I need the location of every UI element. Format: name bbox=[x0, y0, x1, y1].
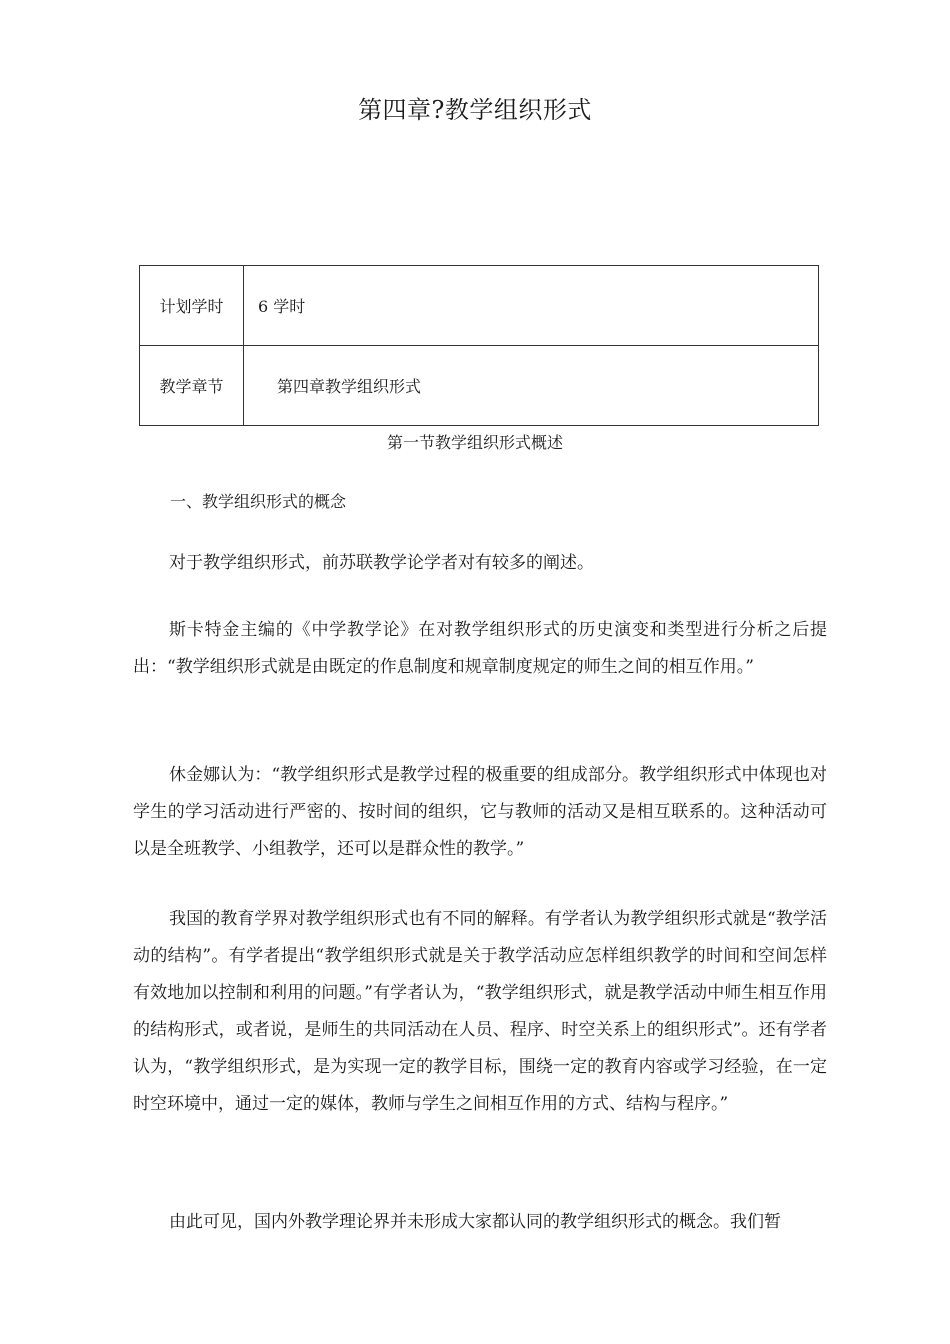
sub-heading: 一、教学组织形式的概念 bbox=[170, 492, 347, 511]
section-title: 第一节教学组织形式概述 bbox=[386, 433, 563, 452]
paragraph: 由此可见，国内外教学理论界并未形成大家都认同的教学组织形式的概念。我们暂 bbox=[169, 1212, 781, 1232]
course-info-table bbox=[139, 265, 819, 426]
paragraph: 对于教学组织形式，前苏联教学论学者对有较多的阐述。 bbox=[169, 553, 594, 573]
table-row bbox=[140, 346, 819, 426]
chapter-value: 第四章教学组织形式 bbox=[244, 346, 819, 426]
chapter-label: 教学章节 bbox=[140, 346, 244, 426]
paragraph: 休金娜认为：“教学组织形式是教学过程的极重要的组成部分。教学组织形式中体现也对学生的学习活动进行严密的、按时间的组织，它与教师的活动又是相互联系的。这种活动可以是全班教学、小组教学，还可以是群众性的教学。” bbox=[133, 765, 827, 859]
page-title: 第四章?教学组织形式 bbox=[358, 96, 592, 124]
table-row bbox=[140, 266, 819, 346]
planned-hours-label: 计划学时 bbox=[140, 266, 244, 346]
paragraph: 我国的教育学界对教学组织形式也有不同的解释。有学者认为教学组织形式就是“教学活动的结构”。有学者提出“教学组织形式就是关于教学活动应怎样组织教学的时间和空间怎样有效地加以控制和利用的问题。”有学者认为，“教学组织形式，就是教学活动中师生相互作用的结构形式，或者说，是师生的共同活动在人员、程序、时空关系上的组织形式”。还有学者认为，“教学组织形式，是为实现一定的教学目标，围绕一定的教育内容或学习经验，在一定时空环境中，通过一定的媒体，教师与学生之间相互作用的方式、结构与程序。” bbox=[133, 909, 827, 1114]
planned-hours-value: 6 学时 bbox=[244, 266, 819, 346]
paragraph: 斯卡特金主编的《中学教学论》在对教学组织形式的历史演变和类型进行分析之后提出：“教学组织形式就是由既定的作息制度和规章制度规定的师生之间的相互作用。” bbox=[133, 620, 827, 677]
